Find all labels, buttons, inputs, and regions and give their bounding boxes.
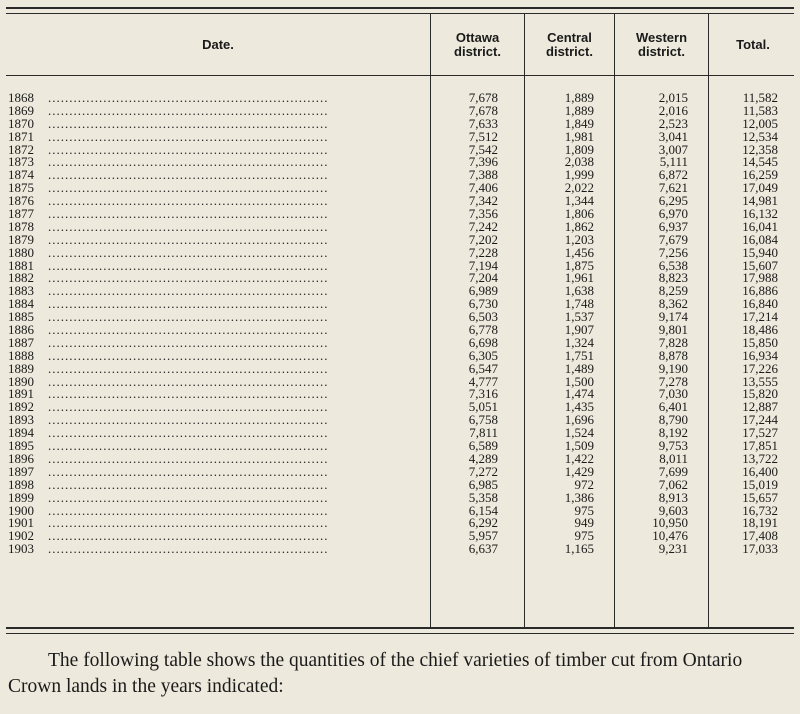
total-cell: 15,820 (742, 386, 778, 402)
total-cell: 18,486 (742, 322, 778, 338)
total-cell: 15,019 (742, 476, 778, 492)
year-cell (8, 362, 428, 375)
central-cell: 1,981 (564, 128, 594, 144)
central-cell: 975 (574, 502, 594, 518)
central-cell: 1,696 (564, 412, 594, 428)
year-cell (8, 349, 428, 362)
table-row (0, 207, 800, 220)
western-cell: 9,801 (658, 322, 688, 338)
dot-leader: .................................................................. (48, 477, 329, 491)
year-text: 1896 (8, 451, 34, 465)
year-text: 1892 (8, 400, 34, 414)
year-cell (8, 284, 428, 297)
total-cell: 16,886 (742, 283, 778, 299)
western-cell: 10,950 (652, 515, 688, 531)
caption-paragraph (8, 648, 798, 700)
table-row (0, 323, 800, 336)
year-text: 1873 (8, 155, 34, 169)
year-text: 1889 (8, 361, 34, 375)
central-cell: 949 (574, 515, 594, 531)
central-cell: 1,324 (564, 334, 594, 350)
central-cell: 1,875 (564, 257, 594, 273)
header-western: Western district. (635, 29, 688, 59)
dot-leader: .................................................................. (48, 232, 329, 246)
western-cell: 8,259 (658, 283, 688, 299)
year-cell (8, 194, 428, 207)
year-cell (8, 504, 428, 517)
central-cell: 1,638 (564, 283, 594, 299)
year-text: 1890 (8, 374, 34, 388)
year-cell (8, 259, 428, 272)
central-cell: 1,999 (564, 167, 594, 183)
year-cell (8, 117, 428, 130)
dot-leader: .................................................................. (48, 284, 329, 298)
western-cell: 6,401 (658, 399, 688, 415)
dot-leader: .................................................................. (48, 181, 329, 195)
central-cell: 1,748 (564, 296, 594, 312)
dot-leader: .................................................................. (48, 142, 329, 156)
western-cell: 8,823 (658, 270, 688, 286)
dot-leader: .................................................................. (48, 323, 329, 337)
western-cell: 6,295 (658, 193, 688, 209)
dot-leader: .................................................................. (48, 542, 329, 556)
header-date: Date. (202, 36, 234, 52)
table-row (0, 362, 800, 375)
western-cell: 7,679 (658, 231, 688, 247)
western-cell: 6,538 (658, 257, 688, 273)
dot-leader: .................................................................. (48, 335, 329, 349)
year-cell (8, 271, 428, 284)
year-text: 1870 (8, 116, 34, 130)
ottawa-cell: 7,811 (469, 425, 498, 441)
ottawa-cell: 4,777 (468, 373, 498, 389)
ottawa-cell: 6,503 (468, 309, 498, 325)
central-cell: 1,422 (564, 450, 594, 466)
total-cell: 12,005 (742, 115, 778, 131)
ottawa-cell: 7,678 (468, 102, 498, 118)
dot-leader: .................................................................. (48, 91, 329, 104)
ottawa-cell: 7,316 (468, 386, 498, 402)
dot-leader: .................................................................. (48, 271, 329, 285)
ottawa-cell: 4,289 (468, 450, 498, 466)
dot-leader: .................................................................. (48, 258, 329, 272)
central-cell: 1,489 (564, 360, 594, 376)
central-cell: 1,961 (564, 270, 594, 286)
western-cell: 7,256 (658, 244, 688, 260)
ottawa-cell: 7,512 (468, 128, 498, 144)
total-cell: 15,850 (742, 334, 778, 350)
central-cell: 1,435 (564, 399, 594, 415)
total-cell: 14,981 (742, 193, 778, 209)
total-cell: 17,214 (742, 309, 778, 325)
dot-leader: .................................................................. (48, 129, 329, 143)
year-text: 1869 (8, 103, 34, 117)
year-cell (8, 529, 428, 542)
year-cell (8, 336, 428, 349)
western-cell: 6,937 (658, 218, 688, 234)
western-cell: 10,476 (652, 528, 688, 544)
total-cell: 15,940 (742, 244, 778, 260)
western-cell: 9,190 (658, 360, 688, 376)
total-cell: 12,358 (742, 141, 778, 157)
ottawa-cell: 7,228 (468, 244, 498, 260)
total-cell: 15,657 (742, 489, 778, 505)
total-cell: 16,840 (742, 296, 778, 312)
total-cell: 16,732 (742, 502, 778, 518)
ottawa-cell: 7,272 (468, 463, 498, 479)
western-cell: 7,062 (658, 476, 688, 492)
year-text: 1880 (8, 245, 34, 259)
dot-leader: .................................................................. (48, 361, 329, 375)
year-cell (8, 516, 428, 529)
total-cell: 17,049 (742, 180, 778, 196)
central-cell: 2,038 (564, 154, 594, 170)
year-cell (8, 155, 428, 168)
total-cell: 13,722 (742, 450, 778, 466)
dot-leader: .................................................................. (48, 103, 329, 117)
table-row (0, 336, 800, 349)
table-row (0, 478, 800, 491)
table-row (0, 465, 800, 478)
ottawa-cell: 7,202 (468, 231, 498, 247)
dot-leader: .................................................................. (48, 529, 329, 543)
central-cell: 1,889 (564, 90, 594, 105)
central-cell: 1,809 (564, 141, 594, 157)
central-cell: 1,889 (564, 102, 594, 118)
year-text: 1874 (8, 168, 34, 182)
total-cell: 16,934 (742, 347, 778, 363)
year-text: 1901 (8, 516, 34, 530)
year-cell (8, 465, 428, 478)
total-cell: 17,244 (742, 412, 778, 428)
year-text: 1878 (8, 219, 34, 233)
central-cell: 1,165 (564, 541, 594, 557)
year-text: 1885 (8, 310, 34, 324)
central-cell: 1,806 (564, 206, 594, 222)
central-cell: 975 (574, 528, 594, 544)
total-cell: 17,226 (742, 360, 778, 376)
ottawa-cell: 7,678 (468, 90, 498, 105)
table-row (0, 91, 800, 104)
year-text: 1876 (8, 194, 34, 208)
ottawa-cell: 6,778 (468, 322, 498, 338)
table-row (0, 542, 800, 555)
western-cell: 8,011 (659, 450, 688, 466)
dot-leader: .................................................................. (48, 413, 329, 427)
year-cell (8, 387, 428, 400)
year-cell (8, 452, 428, 465)
year-text: 1898 (8, 477, 34, 491)
year-cell (8, 426, 428, 439)
table-row (0, 117, 800, 130)
western-cell: 8,913 (658, 489, 688, 505)
year-text: 1895 (8, 439, 34, 453)
year-cell (8, 375, 428, 388)
central-cell: 2,022 (564, 180, 594, 196)
year-text: 1897 (8, 464, 34, 478)
dot-leader: .................................................................. (48, 490, 329, 504)
table-row (0, 439, 800, 452)
year-cell (8, 246, 428, 259)
table-body (0, 91, 800, 555)
table-row (0, 233, 800, 246)
total-cell: 12,887 (742, 399, 778, 415)
ottawa-cell: 6,292 (468, 515, 498, 531)
year-cell (8, 439, 428, 452)
caption-text: The following table shows the quantities of the chief varieties of timber cut from Ontario Crown lands in the years indicated: (8, 650, 743, 697)
dot-leader: .................................................................. (48, 503, 329, 517)
total-cell: 16,041 (742, 218, 778, 234)
ottawa-cell: 7,342 (468, 193, 498, 209)
year-text: 1882 (8, 271, 34, 285)
year-text: 1894 (8, 426, 34, 440)
central-cell: 1,203 (564, 231, 594, 247)
dot-leader: .................................................................. (48, 348, 329, 362)
ottawa-cell: 6,547 (468, 360, 498, 376)
total-cell: 13,555 (742, 373, 778, 389)
ottawa-cell: 7,388 (468, 167, 498, 183)
total-cell: 16,400 (742, 463, 778, 479)
ottawa-cell: 7,204 (468, 270, 498, 286)
ottawa-cell: 6,637 (468, 541, 498, 557)
central-cell: 972 (574, 476, 594, 492)
year-cell (8, 168, 428, 181)
ottawa-cell: 6,154 (468, 502, 498, 518)
ottawa-cell: 6,989 (468, 283, 498, 299)
total-cell: 17,408 (742, 528, 778, 544)
year-text: 1888 (8, 348, 34, 362)
ottawa-cell: 6,589 (468, 438, 498, 454)
ottawa-cell: 7,542 (468, 141, 498, 157)
dot-leader: .................................................................. (48, 387, 329, 401)
ottawa-cell: 5,051 (468, 399, 498, 415)
year-cell (8, 413, 428, 426)
dot-leader: .................................................................. (48, 439, 329, 453)
western-cell: 6,970 (658, 206, 688, 222)
total-cell: 12,534 (742, 128, 778, 144)
western-cell: 7,030 (658, 386, 688, 402)
ottawa-cell: 7,356 (468, 206, 498, 222)
ottawa-cell: 6,698 (468, 334, 498, 350)
year-text: 1871 (8, 129, 34, 143)
total-cell: 16,259 (742, 167, 778, 183)
total-cell: 17,851 (742, 438, 778, 454)
table-row (0, 349, 800, 362)
western-cell: 8,192 (658, 425, 688, 441)
western-cell: 9,174 (658, 309, 688, 325)
year-text: 1900 (8, 503, 34, 517)
year-text: 1877 (8, 207, 34, 221)
table-bottom-rule-thin (6, 633, 794, 634)
ottawa-cell: 7,396 (468, 154, 498, 170)
dot-leader: .................................................................. (48, 168, 329, 182)
ottawa-cell: 7,633 (468, 115, 498, 131)
table-row (0, 220, 800, 233)
western-cell: 7,621 (658, 180, 688, 196)
year-cell (8, 91, 428, 104)
central-cell: 1,751 (564, 347, 594, 363)
year-cell (8, 220, 428, 233)
dot-leader: .................................................................. (48, 426, 329, 440)
western-cell: 8,362 (658, 296, 688, 312)
year-text: 1903 (8, 542, 34, 556)
central-cell: 1,386 (564, 489, 594, 505)
year-cell (8, 143, 428, 156)
year-text: 1899 (8, 490, 34, 504)
central-cell: 1,907 (564, 322, 594, 338)
western-cell: 3,007 (658, 141, 688, 157)
year-cell (8, 104, 428, 117)
total-cell: 17,988 (742, 270, 778, 286)
year-cell (8, 310, 428, 323)
header-ottawa: Ottawa district. (454, 29, 501, 59)
year-cell (8, 233, 428, 246)
year-text: 1872 (8, 142, 34, 156)
central-cell: 1,524 (564, 425, 594, 441)
ottawa-cell: 5,358 (468, 489, 498, 505)
year-cell (8, 491, 428, 504)
western-cell: 2,015 (658, 90, 688, 105)
year-text: 1875 (8, 181, 34, 195)
total-cell: 11,582 (742, 90, 778, 105)
central-cell: 1,509 (564, 438, 594, 454)
total-cell: 16,084 (742, 231, 778, 247)
total-cell: 16,132 (742, 206, 778, 222)
dot-leader: .................................................................. (48, 207, 329, 221)
ottawa-cell: 7,242 (468, 218, 498, 234)
western-cell: 7,699 (658, 463, 688, 479)
dot-leader: .................................................................. (48, 374, 329, 388)
total-cell: 17,033 (742, 541, 778, 557)
year-text: 1868 (8, 91, 34, 104)
western-cell: 8,790 (658, 412, 688, 428)
western-cell: 2,523 (658, 115, 688, 131)
central-cell: 1,537 (564, 309, 594, 325)
table-row (0, 130, 800, 143)
dot-leader: .................................................................. (48, 297, 329, 311)
dot-leader: .................................................................. (48, 451, 329, 465)
central-cell: 1,474 (564, 386, 594, 402)
total-cell: 11,583 (742, 102, 778, 118)
total-cell: 15,607 (742, 257, 778, 273)
year-cell (8, 400, 428, 413)
western-cell: 3,041 (658, 128, 688, 144)
dot-leader: .................................................................. (48, 516, 329, 530)
table-row (0, 491, 800, 504)
year-text: 1879 (8, 232, 34, 246)
ottawa-cell: 7,194 (468, 257, 498, 273)
dot-leader: .................................................................. (48, 400, 329, 414)
header-central: Central district. (546, 29, 593, 59)
year-cell (8, 207, 428, 220)
year-text: 1883 (8, 284, 34, 298)
western-cell: 8,878 (658, 347, 688, 363)
dot-leader: .................................................................. (48, 116, 329, 130)
year-cell (8, 130, 428, 143)
western-cell: 9,753 (658, 438, 688, 454)
central-cell: 1,862 (564, 218, 594, 234)
western-cell: 9,603 (658, 502, 688, 518)
ottawa-cell: 6,758 (468, 412, 498, 428)
table-top-rule (6, 7, 794, 9)
western-cell: 7,278 (658, 373, 688, 389)
central-cell: 1,500 (564, 373, 594, 389)
total-cell: 17,527 (742, 425, 778, 441)
table-row (0, 246, 800, 259)
western-cell: 9,231 (658, 541, 688, 557)
dot-leader: .................................................................. (48, 245, 329, 259)
year-text: 1893 (8, 413, 34, 427)
ottawa-cell: 6,305 (468, 347, 498, 363)
ottawa-cell: 5,957 (468, 528, 498, 544)
ottawa-cell: 7,406 (468, 180, 498, 196)
ottawa-cell: 6,730 (468, 296, 498, 312)
dot-leader: .................................................................. (48, 310, 329, 324)
ottawa-cell: 6,985 (468, 476, 498, 492)
dot-leader: .................................................................. (48, 464, 329, 478)
year-cell (8, 323, 428, 336)
table-bottom-rule (6, 627, 794, 629)
year-cell (8, 542, 428, 555)
table-row (0, 104, 800, 117)
table-row (0, 452, 800, 465)
year-text: 1887 (8, 335, 34, 349)
header-total: Total. (736, 36, 770, 52)
year-text: 1886 (8, 323, 34, 337)
year-cell (8, 478, 428, 491)
dot-leader: .................................................................. (48, 194, 329, 208)
central-cell: 1,849 (564, 115, 594, 131)
dot-leader: .................................................................. (48, 155, 329, 169)
year-text: 1902 (8, 529, 34, 543)
western-cell: 6,872 (658, 167, 688, 183)
year-text: 1891 (8, 387, 34, 401)
year-cell (8, 181, 428, 194)
header-rule (6, 75, 794, 76)
year-cell (8, 297, 428, 310)
western-cell: 2,016 (658, 102, 688, 118)
central-cell: 1,456 (564, 244, 594, 260)
western-cell: 7,828 (658, 334, 688, 350)
year-text: 1884 (8, 297, 34, 311)
year-text: 1881 (8, 258, 34, 272)
central-cell: 1,429 (564, 463, 594, 479)
dot-leader: .................................................................. (48, 219, 329, 233)
central-cell: 1,344 (564, 193, 594, 209)
total-cell: 14,545 (742, 154, 778, 170)
western-cell: 5,111 (659, 154, 688, 170)
total-cell: 18,191 (742, 515, 778, 531)
